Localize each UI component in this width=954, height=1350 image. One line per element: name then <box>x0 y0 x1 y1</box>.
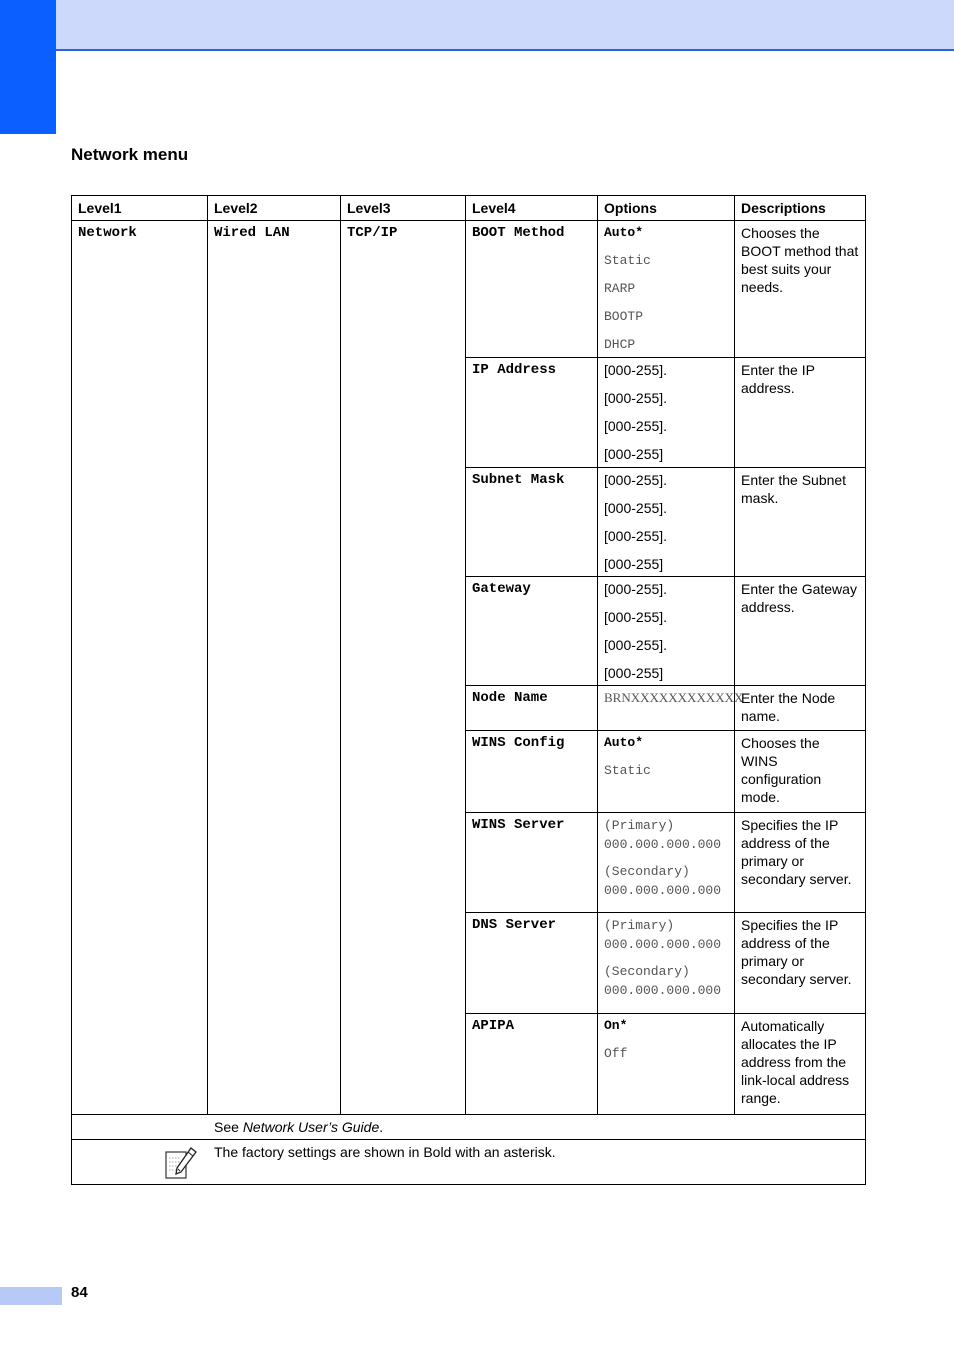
description-cell: Enter the Gateway address. <box>735 577 866 686</box>
options-cell <box>598 813 735 913</box>
option-value: [000-255]. <box>604 362 668 378</box>
level4-cell: BOOT Method <box>466 221 598 358</box>
note-text: The factory settings are shown in Bold with an asterisk. <box>214 1144 556 1160</box>
level4-cell: Subnet Mask <box>466 468 598 577</box>
level4-cell: Node Name <box>466 686 598 731</box>
option-value: [000-255]. <box>604 390 668 406</box>
options-cell <box>598 731 735 813</box>
level4-cell: IP Address <box>466 358 598 468</box>
guide-title: Network User’s Guide <box>242 1119 380 1135</box>
option-value: BOOTP <box>604 309 644 324</box>
note-pencil-icon <box>164 1146 198 1180</box>
see-guide-cell <box>72 1115 866 1140</box>
option-value: Static <box>604 253 651 268</box>
option-value: [000-255] <box>604 665 664 681</box>
option-value: [000-255]. <box>604 500 668 516</box>
level1-cell: Network <box>72 221 208 1115</box>
see-guide-row <box>72 1115 866 1140</box>
options-cell <box>598 221 735 358</box>
page-number: 84 <box>71 1284 88 1301</box>
option-value: Auto* <box>604 735 644 750</box>
header-level3: Level3 <box>341 196 466 221</box>
option-value: [000-255]. <box>604 609 668 625</box>
description-cell: Enter the IP address. <box>735 358 866 468</box>
note-row <box>72 1140 866 1185</box>
see-prefix: See <box>214 1119 243 1135</box>
description-cell: Automatically allocates the IP address from the link-local address range. <box>735 1014 866 1115</box>
option-value: Static <box>604 763 651 778</box>
level4-cell: WINS Server <box>466 813 598 913</box>
option-value: (Primary) <box>604 818 675 833</box>
option-value: Off <box>604 1046 628 1061</box>
options-cell <box>598 913 735 1014</box>
header-options: Options <box>598 196 735 221</box>
option-value: BRNXXXXXXXXXXXX <box>604 690 744 705</box>
level4-cell: DNS Server <box>466 913 598 1014</box>
network-menu-table <box>71 195 866 1185</box>
description-cell: Enter the Node name. <box>735 686 866 731</box>
note-cell <box>72 1140 866 1185</box>
option-value: [000-255] <box>604 446 664 462</box>
chapter-tab <box>0 0 56 134</box>
header-level1: Level1 <box>72 196 208 221</box>
option-value: 000.000.000.000 <box>604 837 722 852</box>
option-value: [000-255]. <box>604 528 668 544</box>
description-cell: Chooses the WINS configuration mode. <box>735 731 866 813</box>
header-band <box>0 0 954 51</box>
option-value: Auto* <box>604 225 644 240</box>
options-cell <box>598 358 735 468</box>
see-suffix: . <box>379 1119 384 1135</box>
option-value: 000.000.000.000 <box>604 983 722 998</box>
option-value: On* <box>604 1018 628 1033</box>
options-cell <box>598 1014 735 1115</box>
description-cell: Specifies the IP address of the primary or secondary server. <box>735 813 866 913</box>
page-tab <box>0 1287 62 1305</box>
header-descriptions: Descriptions <box>735 196 866 221</box>
table-row <box>72 221 866 358</box>
options-cell <box>598 577 735 686</box>
option-value: 000.000.000.000 <box>604 883 722 898</box>
option-value: [000-255]. <box>604 472 668 488</box>
header-level4: Level4 <box>466 196 598 221</box>
option-value: [000-255]. <box>604 637 668 653</box>
level4-cell: WINS Config <box>466 731 598 813</box>
level2-cell: Wired LAN <box>208 221 341 1115</box>
header-level2: Level2 <box>208 196 341 221</box>
option-value: [000-255] <box>604 556 664 572</box>
description-cell: Enter the Subnet mask. <box>735 468 866 577</box>
option-value: [000-255]. <box>604 418 668 434</box>
option-value: [000-255]. <box>604 581 668 597</box>
option-value: (Primary) <box>604 918 675 933</box>
option-value: 000.000.000.000 <box>604 937 722 952</box>
section-title: Network menu <box>71 145 189 164</box>
option-value: RARP <box>604 281 636 296</box>
options-cell <box>598 468 735 577</box>
option-value: DHCP <box>604 337 636 352</box>
options-cell <box>598 686 744 731</box>
description-cell: Specifies the IP address of the primary or secondary server. <box>735 913 866 1014</box>
option-value: (Secondary) <box>604 864 690 879</box>
description-cell: Chooses the BOOT method that best suits your needs. <box>735 221 866 358</box>
option-value: (Secondary) <box>604 964 690 979</box>
level4-cell: Gateway <box>466 577 598 686</box>
table-header-row <box>72 196 866 221</box>
level3-cell: TCP/IP <box>341 221 466 1115</box>
level4-cell: APIPA <box>466 1014 598 1115</box>
